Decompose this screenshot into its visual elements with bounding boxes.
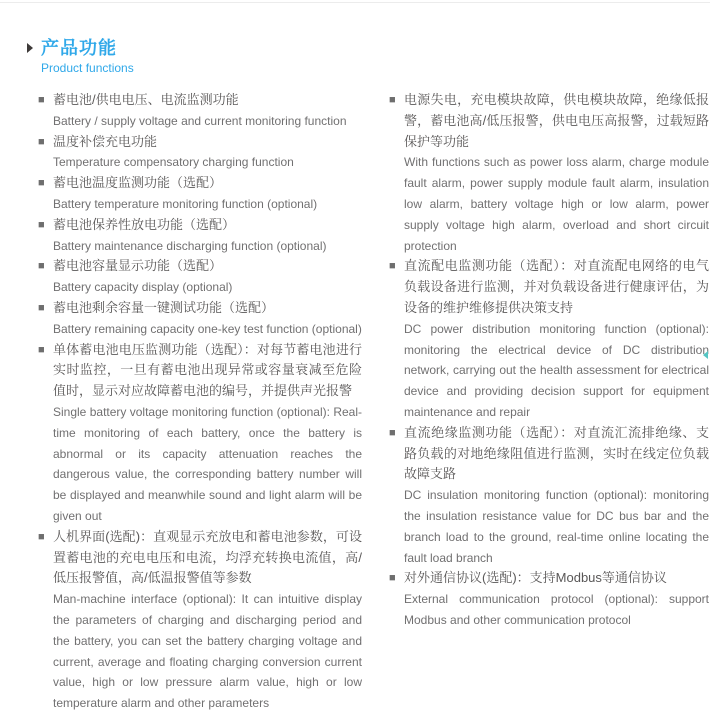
header-arrow-icon <box>27 43 33 53</box>
feature-title-text: 蓄电池容量显示功能（选配） <box>53 258 223 274</box>
content-columns <box>38 90 710 714</box>
feature-title-text: 温度补偿充电功能 <box>53 133 158 149</box>
feature-item <box>38 173 362 215</box>
feature-title-text: 直流绝缘监测功能（选配）：对直流汇流排绝缘、支路负载的对地绝缘阻值进行监测，实时在线定位负载故障支路 <box>404 424 709 482</box>
feature-title-text: 对外通信协议(选配)：支持Modbus等通信协议 <box>404 570 667 586</box>
right-column <box>389 90 709 714</box>
feature-item <box>38 215 362 257</box>
feature-description-en: Man-machine interface (optional): It can intuitive display the parameters of charging and discharging period and the battery, you can set the battery charging voltage and current, average and floating charging conversion current value, high or low pressure alarm value, high or low temperature alarm and other parameters <box>53 592 362 711</box>
bullet-square-icon: ■ <box>389 572 396 585</box>
bullet-square-icon: ■ <box>38 530 45 543</box>
feature-description-en: Battery capacity display (optional) <box>53 280 233 295</box>
feature-item <box>38 90 362 132</box>
feature-item <box>38 340 362 527</box>
feature-title-cn <box>389 256 709 318</box>
bullet-square-icon: ■ <box>389 94 396 106</box>
title-row <box>27 38 134 58</box>
feature-item <box>38 256 362 298</box>
feature-title-text: 电源失电，充电模块故障，供电模块故障，绝缘低报警，蓄电池高/低压报警，供电电压高报警，过载短路保护等功能 <box>404 92 709 149</box>
feature-title-text: 蓄电池保养性放电功能（选配） <box>53 216 236 232</box>
feature-item <box>38 132 362 174</box>
feature-title-text: 直流配电监测功能（选配）：对直流配电网络的电气负载设备进行监测，并对负载设备进行健康评估，为设备的维护维修提供决策支持 <box>404 258 709 315</box>
feature-description-en: External communication protocol (optional): support Modbus and other communication protocol <box>404 592 709 627</box>
feature-title-cn <box>38 340 362 402</box>
feature-title-cn <box>389 423 709 485</box>
page-subtitle: Product functions <box>41 61 134 75</box>
feature-title-cn <box>389 90 709 152</box>
feature-title-text: 蓄电池/供电电压、电流监测功能 <box>53 92 239 107</box>
feature-title-text: 单体蓄电池电压监测功能（选配）：对每节蓄电池进行实时监控，一旦有蓄电池出现异常或容量衰减至危险值时，显示对应故障蓄电池的编号，并提供声光报警 <box>53 341 362 399</box>
feature-title-cn <box>38 527 362 589</box>
bullet-square-icon: ■ <box>38 94 45 106</box>
bullet-square-icon: ■ <box>389 426 396 439</box>
feature-description-en: Battery / supply voltage and current monitoring function <box>53 113 347 128</box>
feature-title-cn <box>38 256 362 277</box>
feature-item <box>389 256 709 422</box>
feature-item <box>389 568 709 630</box>
feature-description-en: Battery remaining capacity one-key test function (optional) <box>53 321 362 336</box>
feature-description-en: Battery temperature monitoring function (optional) <box>53 196 318 211</box>
page-header <box>27 38 134 75</box>
top-divider <box>0 2 710 3</box>
feature-title-text: 人机界面(选配)：直观显示充放电和蓄电池参数，可设置蓄电池的充电电压和电流，均浮充转换电流值，高/低压报警值，高/低温报警值等参数 <box>53 528 362 586</box>
feature-title-cn <box>38 298 362 319</box>
feature-title-cn <box>38 90 362 111</box>
feature-description-en: Battery maintenance discharging function (optional) <box>53 238 327 253</box>
feature-title-text: 蓄电池剩余容量一键测试功能（选配） <box>53 299 275 315</box>
feature-title-cn <box>38 132 362 153</box>
feature-item <box>389 423 709 569</box>
feature-item <box>38 527 362 714</box>
feature-description-en: With functions such as power loss alarm, charge module fault alarm, power supply module fault alarm, insulation low alarm, battery voltage high or low alarm, power supply voltage high alarm, overload and short circuit protection <box>404 155 709 253</box>
page-title: 产品功能 <box>41 38 117 58</box>
feature-item <box>38 298 362 340</box>
bullet-square-icon: ■ <box>38 218 45 231</box>
feature-item <box>389 90 709 256</box>
bullet-square-icon: ■ <box>38 343 45 356</box>
page-edge-marker-icon <box>703 351 708 359</box>
bullet-square-icon: ■ <box>38 301 45 314</box>
feature-title-text: 蓄电池温度监测功能（选配） <box>53 175 223 191</box>
feature-description-en: Single battery voltage monitoring function (optional): Real-time monitoring of each battery, once the battery is abnormal or its capacity attenuation reaches the dangerous value, the corresponding battery number will be displayed and meanwhile sound and light alarm will be given out <box>53 404 362 523</box>
feature-title-cn <box>38 215 362 236</box>
feature-description-en: DC power distribution monitoring function (optional): monitoring the electrical device of DC distribution network, carrying out the health assessment for electrical device and providing decision support for equipment maintenance and repair <box>404 321 709 419</box>
feature-description-en: DC insulation monitoring function (optional): monitoring the insulation resistance value for DC bus bar and the branch load to the ground, real-time online locating the fault load branch <box>404 488 709 565</box>
feature-title-cn <box>389 568 709 589</box>
bullet-square-icon: ■ <box>38 177 45 190</box>
feature-title-cn <box>38 173 362 194</box>
bullet-square-icon: ■ <box>38 135 45 148</box>
left-column <box>38 90 362 714</box>
bullet-square-icon: ■ <box>38 260 45 273</box>
bullet-square-icon: ■ <box>389 260 396 273</box>
feature-description-en: Temperature compensatory charging function <box>53 155 294 170</box>
